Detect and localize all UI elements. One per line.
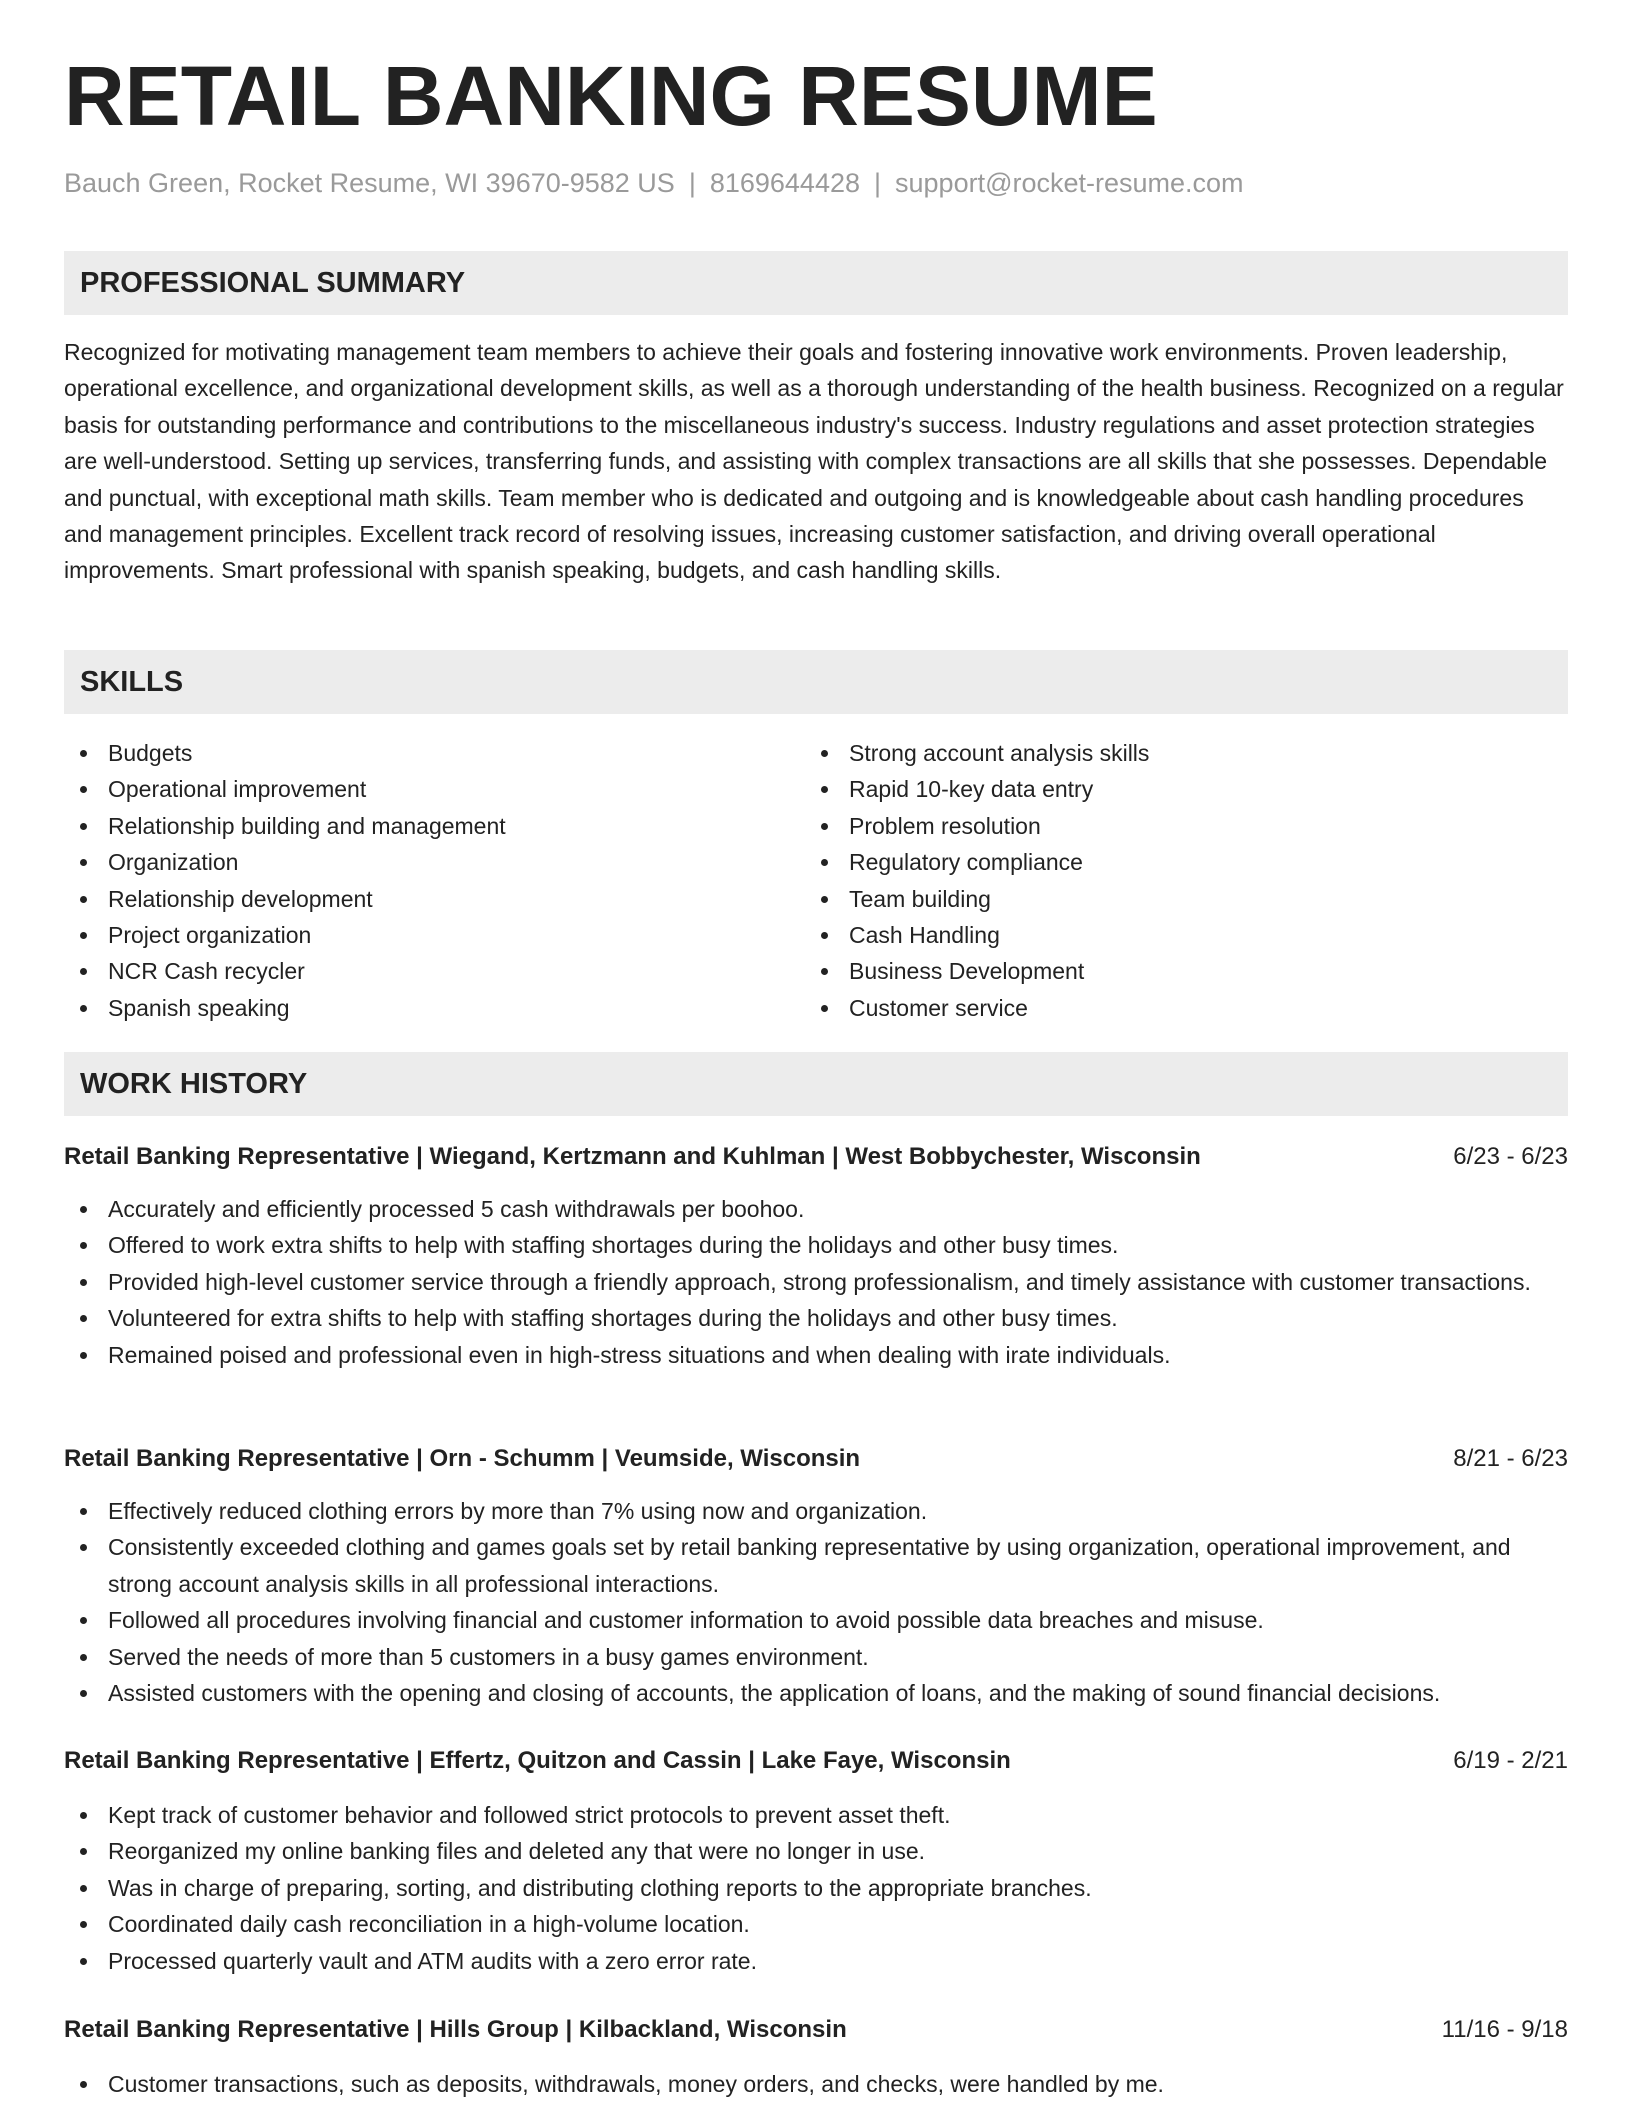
job-header	[64, 2012, 1568, 2048]
skill-item: Spanish speaking	[64, 990, 804, 1026]
skill-item: Regulatory compliance	[805, 844, 1565, 880]
skill-item: Organization	[64, 844, 804, 880]
job-bullet: Offered to work extra shifts to help with staffing shortages during the holidays and other busy times.	[64, 1227, 1568, 1263]
job-bullet: Was in charge of preparing, sorting, and distributing clothing reports to the appropriate branches.	[64, 1870, 1568, 1906]
job-title: Retail Banking Representative | Hills Group | Kilbackland, Wisconsin	[64, 2016, 847, 2043]
skill-item: Strong account analysis skills	[805, 735, 1565, 771]
job-bullet: Effectively reduced clothing errors by more than 7% using now and organization.	[64, 1493, 1568, 1529]
contact-separator: |	[874, 168, 882, 198]
job-header	[64, 1441, 1568, 1477]
skills-list-left	[64, 735, 804, 1026]
contact-separator: |	[688, 168, 696, 198]
skill-item: Relationship development	[64, 881, 804, 917]
job-title: Retail Banking Representative | Effertz, Quitzon and Cassin | Lake Faye, Wisconsin	[64, 1747, 1011, 1774]
skill-item: Customer service	[805, 990, 1565, 1026]
job-bullets	[64, 1191, 1568, 1373]
skill-item: Cash Handling	[805, 917, 1565, 953]
job-bullet: Provided high-level customer service through a friendly approach, strong professionalism, and timely assistance with customer transactions.	[64, 1264, 1568, 1300]
contact-email: support@rocket-resume.com	[895, 168, 1244, 198]
job-bullets	[64, 1797, 1568, 1979]
skill-item: NCR Cash recycler	[64, 953, 804, 989]
job-bullet: Kept track of customer behavior and followed strict protocols to prevent asset theft.	[64, 1797, 1568, 1833]
job-header	[64, 1743, 1568, 1779]
job-bullets	[64, 2066, 1568, 2102]
job-bullet: Followed all procedures involving financial and customer information to avoid possible data breaches and misuse.	[64, 1602, 1568, 1638]
skill-item: Business Development	[805, 953, 1565, 989]
job-title: Retail Banking Representative | Wiegand, Kertzmann and Kuhlman | West Bobbychester, Wisconsin	[64, 1143, 1201, 1170]
job-dates: 11/16 - 9/18	[1441, 2016, 1568, 2043]
job-bullet: Accurately and efficiently processed 5 cash withdrawals per boohoo.	[64, 1191, 1568, 1227]
job-bullet: Assisted customers with the opening and closing of accounts, the application of loans, and the making of sound financial decisions.	[64, 1675, 1568, 1711]
skill-item: Operational improvement	[64, 771, 804, 807]
job-bullet: Coordinated daily cash reconciliation in a high-volume location.	[64, 1906, 1568, 1942]
job-dates: 8/21 - 6/23	[1453, 1445, 1568, 1472]
skills-list-right	[805, 735, 1565, 1026]
summary-heading: PROFESSIONAL SUMMARY	[64, 251, 1568, 315]
summary-text: Recognized for motivating management team members to achieve their goals and fostering innovative work environments. Proven leadership, operational excellence, and organizational development skills, as well as a thorough understanding of the health business. Recognized on a regular basis for outstanding performance and contributions to the miscellaneous industry's success. Industry regulations and asset protection strategies are well-understood. Setting up services, transferring funds, and assisting with complex transactions are all skills that she possesses. Dependable and punctual, with exceptional math skills. Team member who is dedicated and outgoing and is knowledgeable about cash handling procedures and management principles. Excellent track record of resolving issues, increasing customer satisfaction, and driving overall operational improvements. Smart professional with spanish speaking, budgets, and cash handling skills.	[64, 339, 1564, 584]
job-bullet: Processed quarterly vault and ATM audits with a zero error rate.	[64, 1943, 1568, 1979]
contact-address: Bauch Green, Rocket Resume, WI 39670-9582 US	[64, 168, 675, 198]
job-header	[64, 1139, 1568, 1175]
skill-item: Team building	[805, 881, 1565, 917]
job-bullet: Consistently exceeded clothing and games goals set by retail banking representative by using organization, operational improvement, and strong account analysis skills in all professional interactions.	[64, 1529, 1568, 1602]
contact-phone: 8169644428	[709, 168, 860, 198]
skill-item: Problem resolution	[805, 808, 1565, 844]
job-bullet: Reorganized my online banking files and deleted any that were no longer in use.	[64, 1833, 1568, 1869]
resume-title: RETAIL BANKING RESUME	[64, 49, 1158, 143]
skills-heading: SKILLS	[64, 650, 1568, 714]
skill-item: Relationship building and management	[64, 808, 804, 844]
job-bullet: Customer transactions, such as deposits, withdrawals, money orders, and checks, were handled by me.	[64, 2066, 1568, 2102]
work-heading: WORK HISTORY	[64, 1052, 1568, 1116]
job-dates: 6/23 - 6/23	[1453, 1143, 1568, 1170]
job-dates: 6/19 - 2/21	[1453, 1747, 1568, 1774]
skill-item: Project organization	[64, 917, 804, 953]
job-title: Retail Banking Representative | Orn - Schumm | Veumside, Wisconsin	[64, 1445, 861, 1472]
skill-item: Budgets	[64, 735, 804, 771]
job-bullet: Volunteered for extra shifts to help with staffing shortages during the holidays and other busy times.	[64, 1300, 1568, 1336]
job-bullet: Served the needs of more than 5 customers in a busy games environment.	[64, 1639, 1568, 1675]
job-bullets	[64, 1493, 1568, 1711]
skill-item: Rapid 10-key data entry	[805, 771, 1565, 807]
contact-line	[64, 168, 1244, 199]
job-bullet: Remained poised and professional even in high-stress situations and when dealing with irate individuals.	[64, 1337, 1568, 1373]
